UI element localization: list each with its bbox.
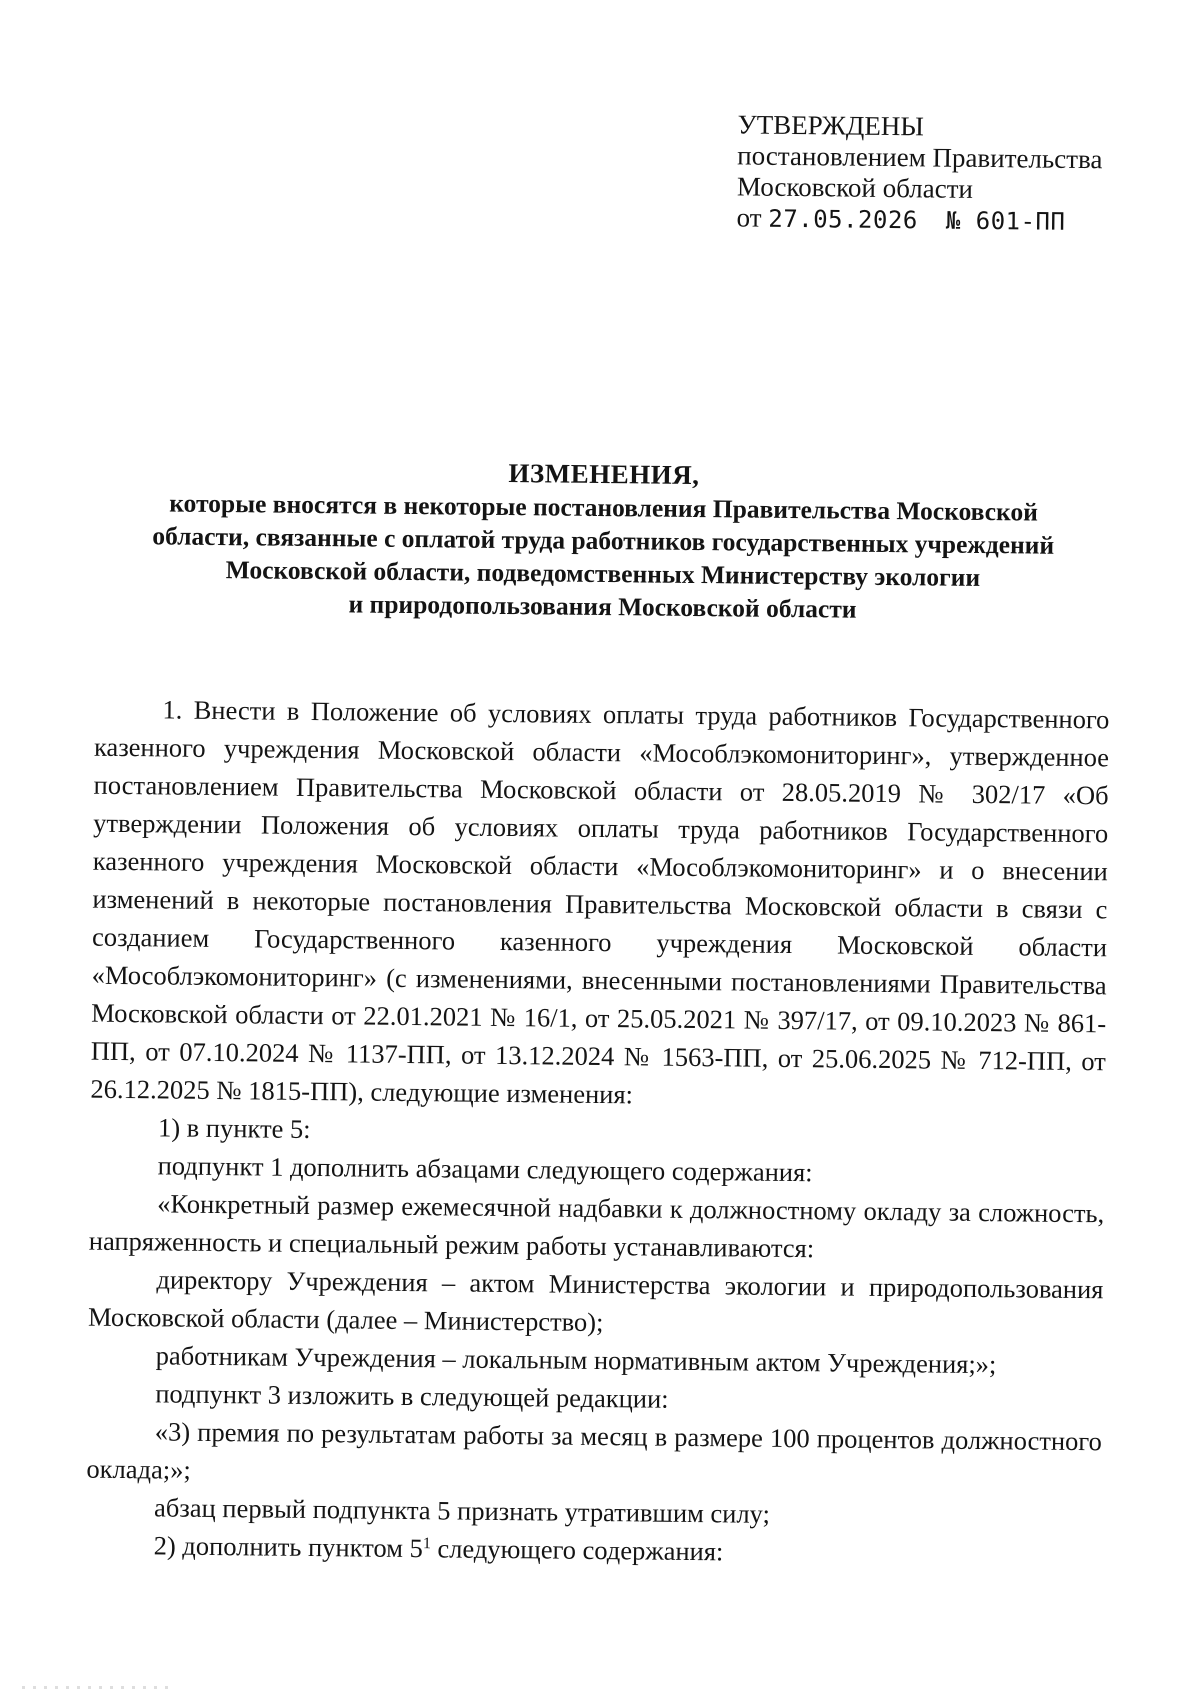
scan-artifact <box>22 1686 172 1689</box>
approval-date: 27.05.2026 <box>768 204 918 235</box>
document-body <box>85 690 1109 1575</box>
approval-date-line <box>736 202 1101 238</box>
approval-stamp-block <box>736 109 1102 238</box>
document-main-title: ИЗМЕНЕНИЯ, <box>508 458 700 491</box>
title-line-3: Московской области, подведомственных Министерству экологии <box>225 555 981 592</box>
paragraph-9: абзац первый подпункта 5 признать утратившим силу; <box>153 1492 771 1529</box>
paragraph-10-text-end: следующего содержания: <box>430 1533 724 1567</box>
paragraph-8: «3) премия по результатам работы за месяц в размере 100 процентов должностного оклада;»; <box>86 1416 1102 1485</box>
document-title <box>97 453 1109 629</box>
paragraph-6: работникам Учреждения – локальным нормативным актом Учреждения;»; <box>155 1340 997 1380</box>
paragraph-5: директору Учреждения – актом Министерства экологии и природопользования Московской области (далее – Министерство); <box>87 1264 1104 1338</box>
paragraph-7: подпункт 3 изложить в следующей редакции: <box>155 1378 669 1414</box>
paragraph-3: подпункт 1 дополнить абзацами следующего содержания: <box>157 1150 813 1188</box>
approval-line-2: Московской области <box>736 171 974 204</box>
paragraph-1: 1. Внести в Положение об условиях оплаты труда работников Государственного казенного учреждения Московской области «Мособлэкомониторинг», утвержденное постановлением Правительства Московской области от 28.05.2019 № 302/17 «Об утверждении Положения об условиях оплаты труда работников Государственного казенного учреждения Московской области «Мособлэкомониторинг» и о внесении изменений в некоторые постановления Правительства Московской области в связи с созданием Государственного казенного учреждения Московской области «Мособлэкомониторинг» (с изменениями, внесенными постановлениями Правительства Московской области от 22.01.2021 № 16/1, от 25.05.2021 № 397/17, от 09.10.2023 № 861-ПП, от 07.10.2024 № 1137-ПП, от 13.12.2024 № 1563-ПП, от 25.06.2025 № 712-ПП, от 26.12.2025 № 1815-ПП), следующие изменения: <box>90 694 1110 1110</box>
title-line-1: которые вносятся в некоторые постановления Правительства Московской <box>169 488 1039 527</box>
title-line-2: области, связанные с оплатой труда работников государственных учреждений <box>152 521 1055 560</box>
paragraph-10-text: 2) дополнить пунктом 5 <box>153 1530 423 1564</box>
paragraph-4: «Конкретный размер ежемесячной надбавки к должностному окладу за сложность, напряженность и специальный режим работы устанавливаются: <box>88 1188 1105 1264</box>
approval-number: № 601-ПП <box>945 206 1066 236</box>
paragraph-10-superscript: 1 <box>422 1535 431 1553</box>
paragraph-2: 1) в пункте 5: <box>157 1112 311 1144</box>
title-line-4: и природопользования Московской области <box>348 589 857 624</box>
approval-heading: УТВЕРЖДЕНЫ <box>737 109 925 142</box>
approval-date-prefix: от <box>736 202 762 233</box>
approval-line-1: постановлением Правительства <box>737 140 1103 175</box>
